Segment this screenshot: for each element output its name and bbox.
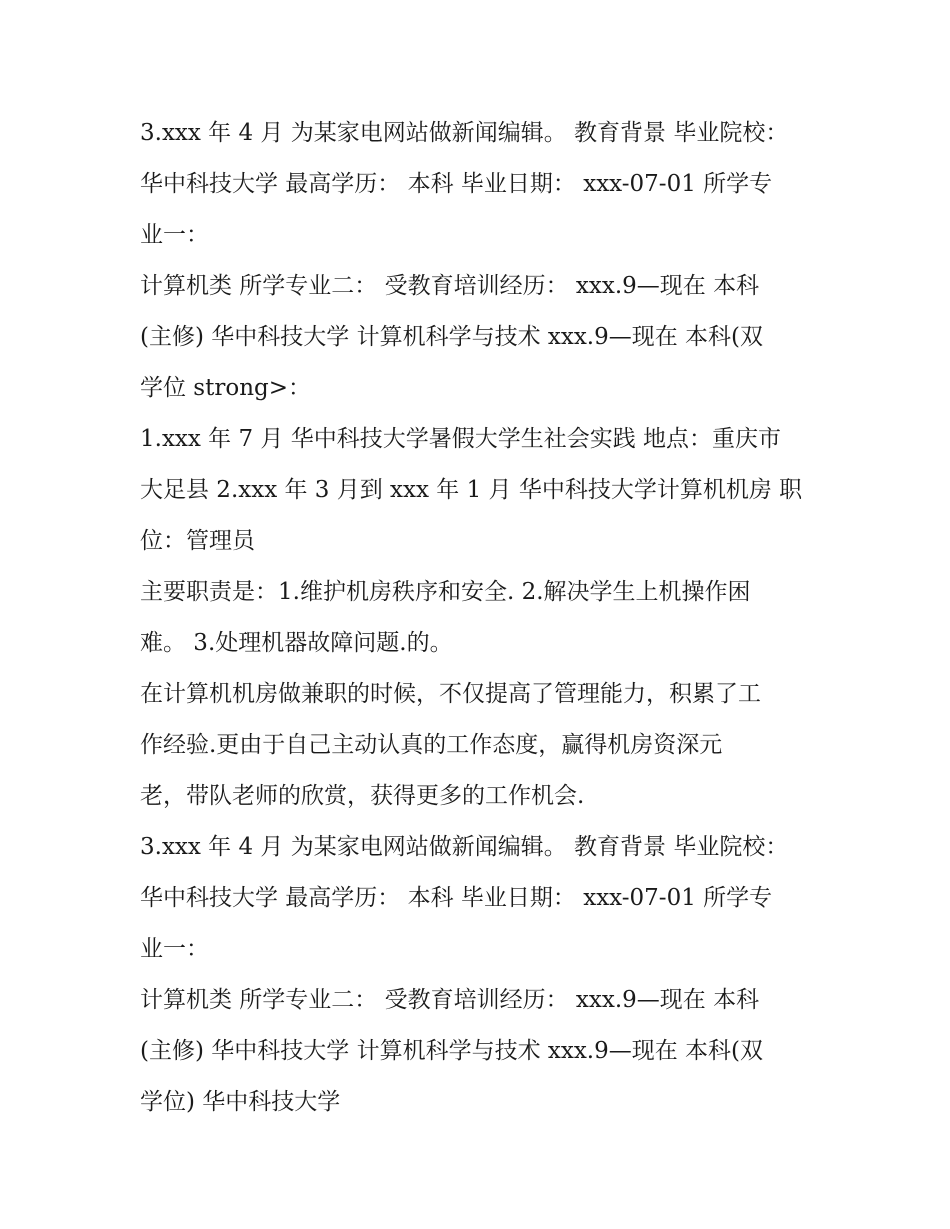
text-line: 老，带队老师的欣赏，获得更多的工作机会.: [140, 783, 585, 809]
document-body: [140, 108, 820, 1128]
text-line: 难。 3.处理机器故障问题.的。: [140, 630, 453, 656]
text-line: (主修) 华中科技大学 计算机科学与技术 xxx.9—现在 本科(双: [140, 1038, 764, 1064]
text-line: 学位 strong>：: [140, 375, 312, 401]
text-line: 学位) 华中科技大学: [140, 1089, 341, 1115]
text-line: (主修) 华中科技大学 计算机科学与技术 xxx.9—现在 本科(双: [140, 324, 764, 350]
text-line: 计算机类 所学专业二： 受教育培训经历： xxx.9—现在 本科: [140, 987, 760, 1013]
text-line: 业一：: [140, 222, 209, 248]
text-line: 华中科技大学 最高学历： 本科 毕业日期： xxx-07-01 所学专: [140, 885, 773, 911]
text-line: 计算机类 所学专业二： 受教育培训经历： xxx.9—现在 本科: [140, 273, 760, 299]
text-line: 作经验.更由于自己主动认真的工作态度，赢得机房资深元: [140, 732, 723, 758]
text-line: 位：管理员: [140, 528, 255, 554]
text-line: 在计算机机房做兼职的时候，不仅提高了管理能力，积累了工: [140, 681, 761, 707]
text-line: 大足县 2.xxx 年 3 月到 xxx 年 1 月 华中科技大学计算机机房 职: [140, 477, 803, 503]
text-line: 华中科技大学 最高学历： 本科 毕业日期： xxx-07-01 所学专: [140, 171, 773, 197]
text-line: 业一：: [140, 936, 209, 962]
text-line: 1.xxx 年 7 月 华中科技大学暑假大学生社会实践 地点：重庆市: [140, 426, 782, 452]
text-line: 主要职责是：1.维护机房秩序和安全. 2.解决学生上机操作困: [140, 579, 751, 605]
text-line: 3.xxx 年 4 月 为某家电网站做新闻编辑。 教育背景 毕业院校：: [140, 120, 789, 146]
text-line: 3.xxx 年 4 月 为某家电网站做新闻编辑。 教育背景 毕业院校：: [140, 834, 789, 860]
